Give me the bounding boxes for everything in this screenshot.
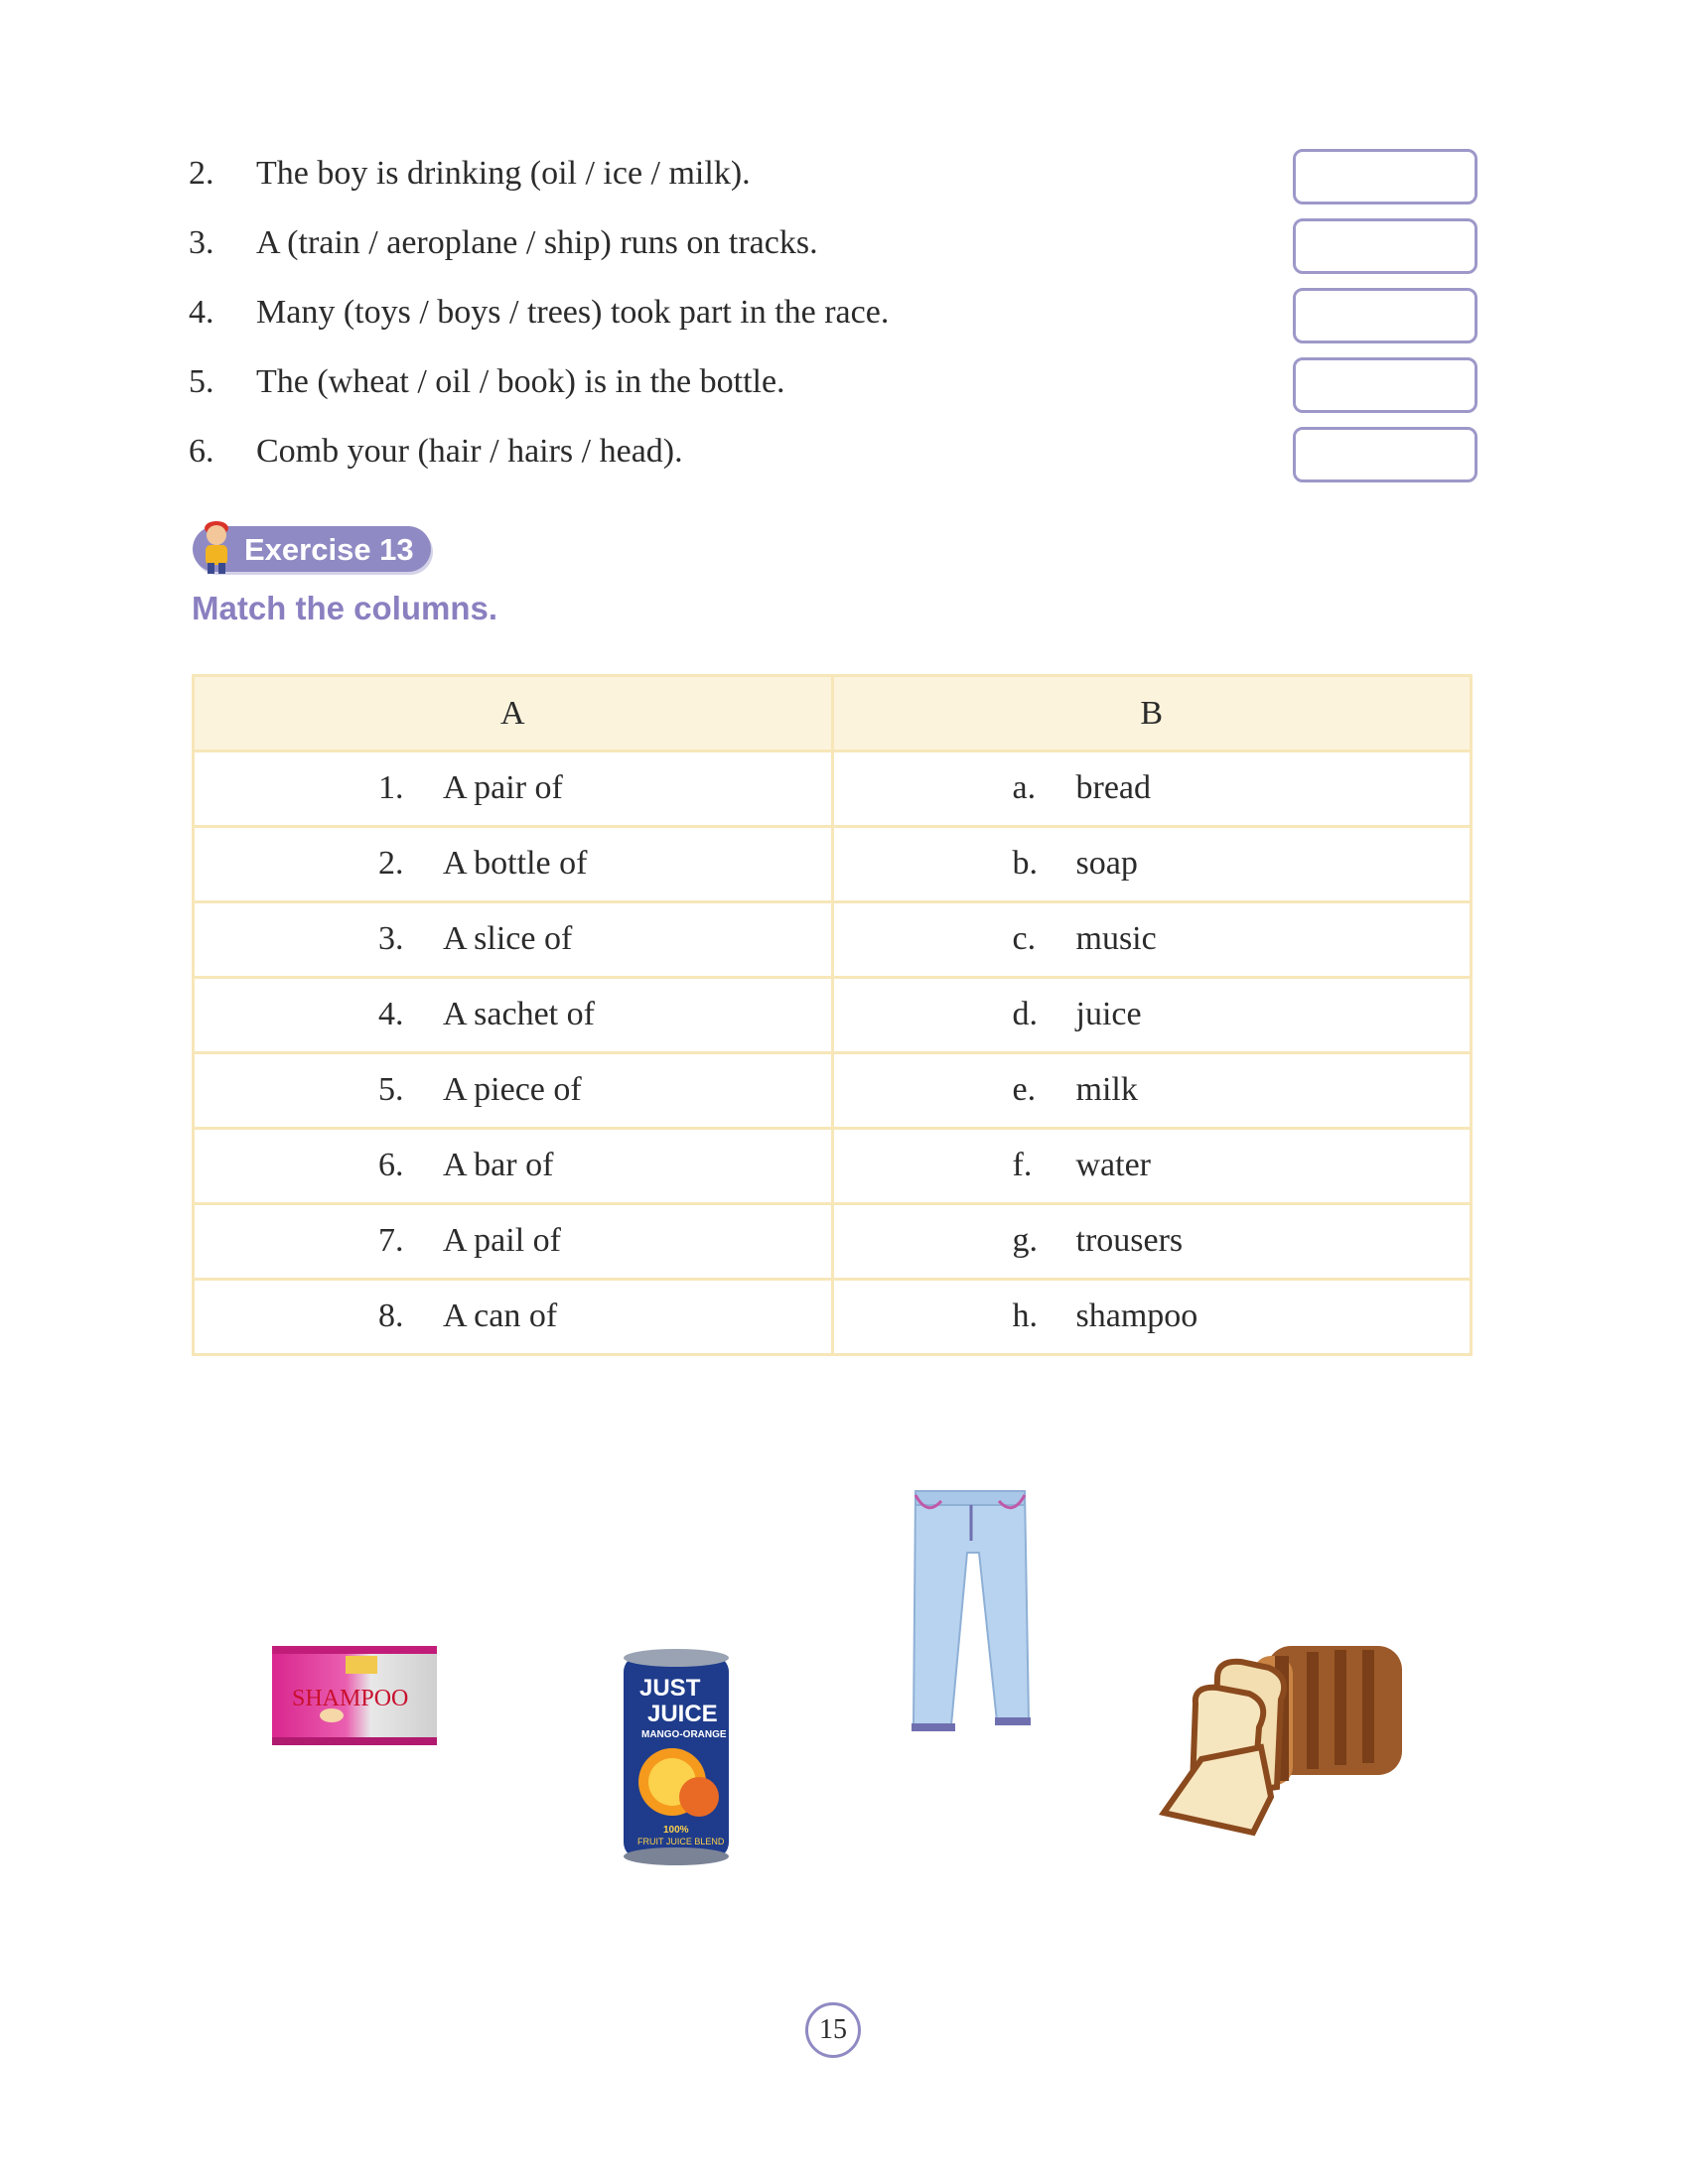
a-text: A slice of: [443, 920, 573, 957]
exercise-label: Exercise 13: [244, 532, 414, 567]
can-bottom-pct: 100%: [663, 1825, 689, 1836]
table-row: [194, 902, 1472, 978]
table-row: [194, 1053, 1472, 1129]
b-text: juice: [1075, 996, 1142, 1032]
question-row: [189, 218, 1479, 288]
instruction-text: Match the columns.: [192, 590, 498, 626]
question-number: 6.: [189, 433, 214, 470]
answer-box[interactable]: [1293, 357, 1477, 413]
table-row: [194, 1129, 1472, 1204]
question-text: Comb your (hair / hairs / head).: [256, 433, 683, 470]
b-letter: b.: [1012, 845, 1038, 882]
question-text: The boy is drinking (oil / ice / milk).: [256, 155, 751, 192]
table-row: [194, 1280, 1472, 1355]
question-number: 2.: [189, 155, 214, 192]
match-table: [192, 674, 1473, 1356]
question-number: 5.: [189, 363, 214, 400]
juice-can-image: [618, 1648, 735, 1866]
b-text: milk: [1075, 1071, 1138, 1108]
question-number: 3.: [189, 224, 214, 261]
table-row: [194, 978, 1472, 1053]
answer-box[interactable]: [1293, 218, 1477, 274]
answer-box[interactable]: [1293, 288, 1477, 343]
a-text: A sachet of: [443, 996, 595, 1032]
column-b-header: B: [832, 676, 1472, 751]
table-row: [194, 751, 1472, 827]
b-text: music: [1075, 920, 1157, 957]
table-row: [194, 827, 1472, 902]
table-header-row: [194, 676, 1472, 751]
bread-loaf-image: [1158, 1638, 1414, 1846]
a-text: A bottle of: [443, 845, 588, 882]
boy-mascot-icon: [197, 518, 236, 576]
question-row: [189, 427, 1479, 496]
question-text: The (wheat / oil / book) is in the bottle.: [256, 363, 785, 400]
b-text: water: [1075, 1147, 1152, 1183]
question-text: Many (toys / boys / trees) took part in the race.: [256, 294, 890, 331]
b-text: trousers: [1075, 1222, 1184, 1259]
a-number: 5.: [378, 1071, 404, 1108]
a-text: A pair of: [443, 769, 563, 806]
can-brand-top: JUST: [639, 1675, 701, 1702]
can-flavour: MANGO-ORANGE: [641, 1729, 727, 1740]
answer-box[interactable]: [1293, 427, 1477, 482]
can-bottom-text: FRUIT JUICE BLEND: [637, 1837, 725, 1846]
b-letter: g.: [1012, 1222, 1038, 1259]
a-number: 6.: [378, 1147, 404, 1183]
b-letter: d.: [1012, 996, 1038, 1032]
shampoo-sachet-image: [270, 1644, 439, 1748]
b-text: bread: [1075, 769, 1152, 806]
picture-strip: [0, 1469, 1688, 1886]
a-text: A can of: [443, 1297, 558, 1334]
b-text: shampoo: [1075, 1297, 1198, 1334]
question-list: [189, 149, 1479, 496]
a-number: 8.: [378, 1297, 404, 1334]
b-letter: c.: [1012, 920, 1037, 957]
a-number: 3.: [378, 920, 404, 957]
a-number: 1.: [378, 769, 404, 806]
a-number: 4.: [378, 996, 404, 1032]
question-row: [189, 149, 1479, 218]
column-a-header: A: [194, 676, 833, 751]
a-text: A piece of: [443, 1071, 582, 1108]
answer-box[interactable]: [1293, 149, 1477, 205]
a-number: 2.: [378, 845, 404, 882]
b-letter: f.: [1012, 1147, 1033, 1183]
b-letter: h.: [1012, 1297, 1038, 1334]
question-row: [189, 288, 1479, 357]
shampoo-label: SHAMPOO: [292, 1686, 409, 1711]
question-text: A (train / aeroplane / ship) runs on tracks.: [256, 224, 818, 261]
b-letter: a.: [1012, 769, 1037, 806]
question-number: 4.: [189, 294, 214, 331]
a-text: A pail of: [443, 1222, 561, 1259]
page-number: 15: [805, 2002, 861, 2058]
table-row: [194, 1204, 1472, 1280]
a-number: 7.: [378, 1222, 404, 1259]
a-text: A bar of: [443, 1147, 554, 1183]
can-brand-bottom: JUICE: [647, 1701, 718, 1727]
trousers-image: [902, 1483, 1037, 1743]
b-text: soap: [1075, 845, 1138, 882]
b-letter: e.: [1012, 1071, 1037, 1108]
exercise-badge: [193, 526, 431, 572]
question-row: [189, 357, 1479, 427]
